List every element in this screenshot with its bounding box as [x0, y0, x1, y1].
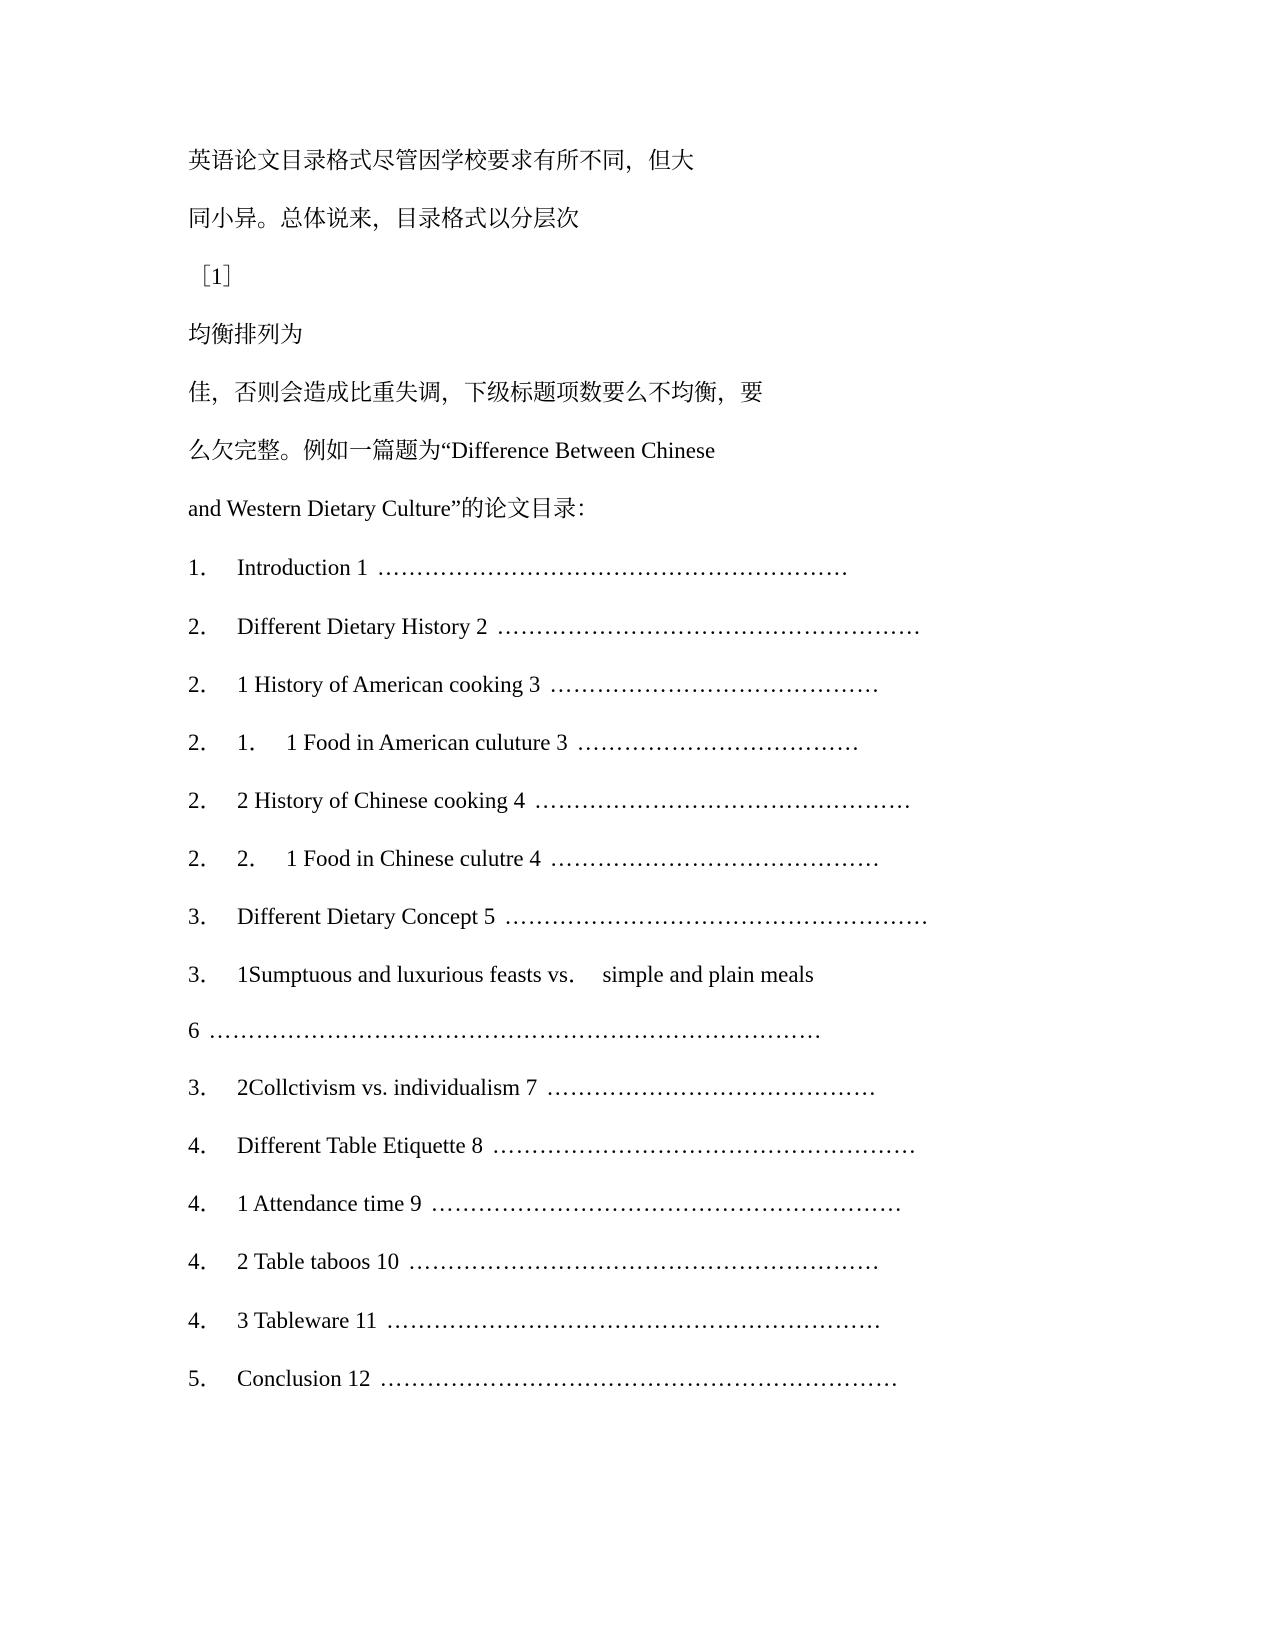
toc-entry-number: 4． — [188, 1249, 223, 1274]
toc-entry-number: 1． — [188, 555, 223, 580]
toc-entry-leader-dots: …………………………………………………… — [376, 555, 849, 580]
intro-line-2: 同小异。总体说来，目录格式以分层次 — [188, 206, 579, 231]
toc-entry-title: 1Sumptuous and luxurious feasts vs． simple and plain meals — [237, 962, 814, 987]
toc-entry — [188, 553, 849, 583]
toc-entry — [188, 670, 880, 700]
toc-entry — [188, 1306, 882, 1336]
toc-entry-title: Introduction 1 — [237, 555, 368, 580]
toc-entry — [188, 1016, 822, 1046]
intro-line-6: 么欠完整。例如一篇题为“Difference Between Chinese — [188, 438, 716, 463]
intro-line-3: ［1］ — [188, 264, 246, 289]
toc-entry — [188, 728, 860, 758]
toc-entry — [188, 844, 880, 874]
toc-entry-leader-dots: ………………………………………… — [534, 788, 912, 813]
intro-line-7: and Western Dietary Culture”的论文目录： — [188, 496, 599, 521]
toc-entry-leader-dots: ……………………………………………… — [496, 614, 922, 639]
toc-entry-leader-dots: ……………………………………………… — [491, 1133, 917, 1158]
toc-entry-subnumber: 1． — [237, 730, 272, 755]
toc-entry-subnumber: 2． — [237, 846, 272, 871]
toc-entry-number: 4． — [188, 1308, 223, 1333]
toc-entry-leader-dots: …………………………………………………… — [408, 1249, 881, 1274]
toc-entry-leader-dots: ……………………………… — [576, 730, 860, 755]
toc-entry — [188, 1247, 880, 1277]
toc-entry-title: 1 History of American cooking 3 — [237, 672, 541, 697]
intro-line-5: 佳，否则会造成比重失调，下级标题项数要么不均衡，要 — [188, 380, 763, 405]
toc-entry-title: 6 — [188, 1018, 200, 1043]
toc-entry-title: 1 Food in American culuture 3 — [286, 730, 568, 755]
toc-entry-title: 1 Food in Chinese culutre 4 — [286, 846, 541, 871]
toc-entry-number: 4． — [188, 1133, 223, 1158]
toc-entry-number: 2． — [188, 788, 223, 813]
toc-entry-title: Conclusion 12 — [237, 1366, 371, 1391]
toc-entry-number: 3． — [188, 1075, 223, 1100]
toc-entry-number: 3． — [188, 904, 223, 929]
toc-entry-leader-dots: …………………………………… — [549, 846, 881, 871]
toc-entry — [188, 960, 814, 990]
toc-entry-number: 5． — [188, 1366, 223, 1391]
toc-entry — [188, 1131, 917, 1161]
toc-entry-leader-dots: …………………………………………………… — [430, 1191, 903, 1216]
toc-entry-number: 2． — [188, 614, 223, 639]
toc-entry — [188, 1364, 899, 1394]
toc-entry — [188, 902, 929, 932]
toc-entry-leader-dots: ……………………………………………………… — [386, 1308, 882, 1333]
toc-entry — [188, 786, 912, 816]
toc-entry-number: 2． — [188, 672, 223, 697]
toc-entry-title: 2Collctivism vs. individualism 7 — [237, 1075, 538, 1100]
toc-entry-title: Different Dietary History 2 — [237, 614, 488, 639]
toc-entry-title: 2 Table taboos 10 — [237, 1249, 400, 1274]
toc-entry — [188, 612, 921, 642]
toc-entry-leader-dots: …………………………………… — [546, 1075, 877, 1100]
toc-entry-title: 1 Attendance time 9 — [237, 1191, 422, 1216]
toc-entry-leader-dots: ………………………………………………………… — [379, 1366, 899, 1391]
toc-entry — [188, 1189, 903, 1219]
toc-entry-number: 2． — [188, 730, 223, 755]
toc-entry-number: 2． — [188, 846, 223, 871]
toc-entry-number: 3． — [188, 962, 223, 987]
toc-entry-leader-dots: ……………………………………………… — [504, 904, 930, 929]
toc-entry-title: Different Dietary Concept 5 — [237, 904, 496, 929]
toc-entry-title: 3 Tableware 11 — [237, 1308, 378, 1333]
intro-line-4: 均衡排列为 — [188, 322, 303, 347]
toc-entry-number: 4． — [188, 1191, 223, 1216]
intro-line-1: 英语论文目录格式尽管因学校要求有所不同，但大 — [188, 148, 694, 173]
toc-entry-title: 2 History of Chinese cooking 4 — [237, 788, 526, 813]
toc-entry-leader-dots: …………………………………… — [549, 672, 880, 697]
toc-entry-title: Different Table Etiquette 8 — [237, 1133, 483, 1158]
toc-entry — [188, 1073, 877, 1103]
toc-entry-leader-dots: …………………………………………………………………… — [208, 1018, 823, 1043]
